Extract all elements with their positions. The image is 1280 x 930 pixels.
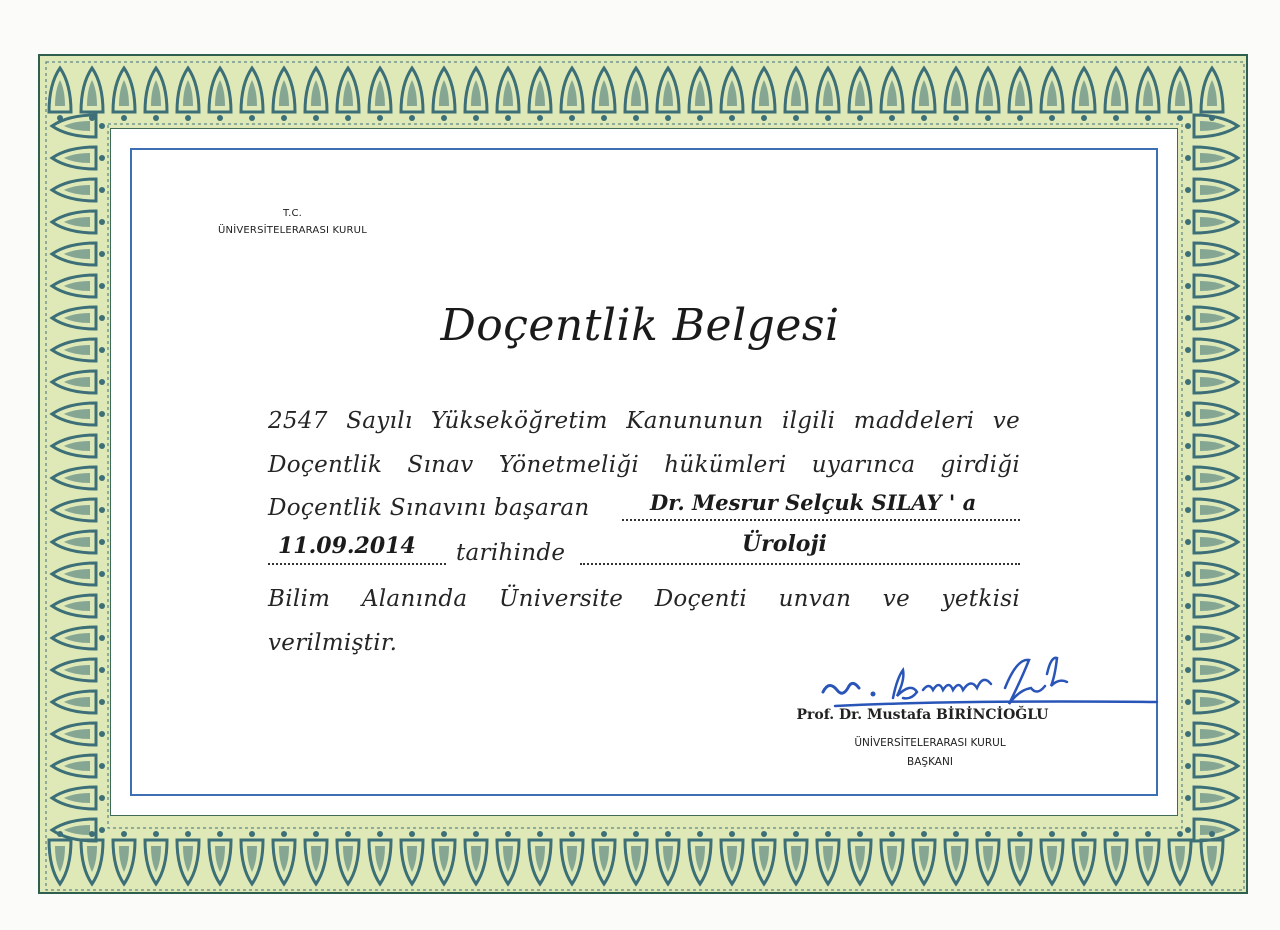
border-ornament: [913, 68, 935, 121]
field-dotted-line: [580, 563, 1020, 565]
border-ornament: [881, 68, 903, 121]
border-ornament: [52, 755, 105, 777]
issuer-block: [200, 205, 385, 239]
border-ornament: [1185, 435, 1238, 457]
border-ornament: [52, 211, 105, 233]
border-ornament: [1185, 659, 1238, 681]
border-ornament: [689, 831, 711, 884]
body-line-1: 2547 Sayılı Yükseköğretim Kanununun ilgili maddeleri ve: [268, 408, 1020, 434]
border-ornament: [52, 659, 105, 681]
border-ornament: [52, 691, 105, 713]
border-ornament: [913, 831, 935, 884]
border-ornament: [52, 499, 105, 521]
border-ornament: [113, 831, 135, 884]
border-ornament: [1185, 211, 1238, 233]
body-line-6: verilmiştir.: [268, 630, 398, 656]
signatory-name: Prof. Dr. Mustafa BİRİNCİOĞLU: [796, 707, 1049, 723]
border-ornament: [817, 68, 839, 121]
border-ornament: [52, 307, 105, 329]
border-ornament: [49, 68, 71, 121]
border-ornament: [52, 467, 105, 489]
border-ornament: [145, 831, 167, 884]
border-ornament: [657, 68, 679, 121]
border-ornament: [593, 831, 615, 884]
border-ornament: [593, 68, 615, 121]
border-ornament: [497, 831, 519, 884]
border-ornament: [52, 627, 105, 649]
border-ornament: [625, 68, 647, 121]
border-ornament: [337, 831, 359, 884]
border-ornament: [52, 275, 105, 297]
border-ornament: [977, 68, 999, 121]
border-ornament: [1041, 831, 1063, 884]
border-ornament: [849, 831, 871, 884]
border-ornament: [273, 831, 295, 884]
border-ornament: [1185, 531, 1238, 553]
border-ornament: [753, 68, 775, 121]
border-ornament: [273, 68, 295, 121]
border-ornament: [1185, 499, 1238, 521]
border-ornament: [1009, 831, 1031, 884]
scientific-field: Üroloji: [742, 531, 827, 557]
border-ornament: [1185, 595, 1238, 617]
border-ornament: [52, 147, 105, 169]
border-ornament: [465, 831, 487, 884]
border-ornament: [753, 831, 775, 884]
border-ornament: [1185, 371, 1238, 393]
border-ornament: [177, 68, 199, 121]
border-ornament: [52, 531, 105, 553]
border-ornament: [49, 831, 71, 884]
border-ornament: [433, 831, 455, 884]
border-ornament: [1185, 563, 1238, 585]
border-ornament: [689, 68, 711, 121]
border-ornament: [81, 831, 103, 884]
border-ornament: [305, 68, 327, 121]
border-ornament: [1169, 831, 1191, 884]
border-ornament: [1105, 68, 1127, 121]
border-ornament: [529, 68, 551, 121]
border-ornament: [52, 819, 105, 841]
border-ornament: [625, 831, 647, 884]
border-ornament: [721, 68, 743, 121]
certificate-title: Doçentlik Belgesi: [440, 300, 840, 351]
border-ornament: [1185, 691, 1238, 713]
border-ornament: [465, 68, 487, 121]
border-ornament: [977, 831, 999, 884]
signatory-organization: ÜNİVERSİTELERARASI KURUL: [854, 737, 1006, 749]
border-ornament: [209, 68, 231, 121]
border-ornament: [785, 831, 807, 884]
border-ornament: [657, 831, 679, 884]
border-ornament: [1185, 627, 1238, 649]
border-ornament: [1185, 275, 1238, 297]
border-ornament: [1169, 68, 1191, 121]
border-ornament: [529, 831, 551, 884]
border-ornament: [497, 68, 519, 121]
border-ornament: [241, 831, 263, 884]
issuer-institution: ÜNİVERSİTELERARASI KURUL: [218, 225, 367, 236]
border-ornament: [177, 831, 199, 884]
border-ornament: [945, 831, 967, 884]
border-ornament: [1185, 339, 1238, 361]
border-ornament: [1185, 755, 1238, 777]
border-ornament: [1185, 723, 1238, 745]
border-ornament: [209, 831, 231, 884]
border-ornament: [52, 403, 105, 425]
border-ornament: [369, 831, 391, 884]
body-line-2: Doçentlik Sınav Yönetmeliği hükümleri uyarınca girdiği: [268, 452, 1020, 478]
border-ornament: [1185, 787, 1238, 809]
border-ornament: [849, 68, 871, 121]
border-ornament: [52, 339, 105, 361]
border-ornament: [1185, 307, 1238, 329]
issuer-country: T.C.: [282, 208, 303, 219]
border-ornament: [817, 831, 839, 884]
border-ornament: [305, 831, 327, 884]
border-ornament: [52, 787, 105, 809]
border-ornament: [1137, 68, 1159, 121]
border-ornament: [1185, 147, 1238, 169]
border-ornament: [1041, 68, 1063, 121]
body-line-4-suffix: tarihinde: [456, 540, 566, 566]
border-ornament: [52, 243, 105, 265]
border-ornament: [1185, 467, 1238, 489]
border-ornament: [561, 68, 583, 121]
border-ornament: [52, 563, 105, 585]
border-ornament: [433, 68, 455, 121]
border-ornament: [785, 68, 807, 121]
recipient-dotted-line: [622, 519, 1020, 521]
border-ornament: [1073, 68, 1095, 121]
border-ornament: [721, 831, 743, 884]
border-ornament: [52, 435, 105, 457]
signatory-role: BAŞKANI: [907, 756, 953, 768]
recipient-name: Dr. Mesrur Selçuk SILAY ' a: [650, 490, 977, 515]
border-ornament: [401, 68, 423, 121]
date-dotted-line: [268, 563, 446, 565]
border-ornament: [1185, 819, 1238, 841]
border-ornament: [1073, 831, 1095, 884]
border-ornament: [145, 68, 167, 121]
border-ornament: [1137, 831, 1159, 884]
border-ornament: [113, 68, 135, 121]
border-ornament: [1185, 179, 1238, 201]
border-ornament: [881, 831, 903, 884]
border-ornament: [1105, 831, 1127, 884]
border-ornament: [561, 831, 583, 884]
border-ornament: [1009, 68, 1031, 121]
border-ornament: [52, 179, 105, 201]
body-line-5: Bilim Alanında Üniversite Doçenti unvan ve yetkisi: [268, 586, 1020, 612]
border-ornament: [1185, 403, 1238, 425]
border-ornament: [52, 723, 105, 745]
border-ornament: [945, 68, 967, 121]
border-ornament: [401, 831, 423, 884]
border-ornament: [52, 371, 105, 393]
border-ornament: [337, 68, 359, 121]
border-ornament: [1201, 68, 1223, 121]
border-ornament: [369, 68, 391, 121]
border-ornament: [241, 68, 263, 121]
body-line-3-prefix: Doçentlik Sınavını başaran: [268, 495, 590, 521]
border-ornament: [1185, 243, 1238, 265]
award-date: 11.09.2014: [278, 533, 416, 559]
border-ornament: [81, 68, 103, 121]
border-ornament: [52, 595, 105, 617]
